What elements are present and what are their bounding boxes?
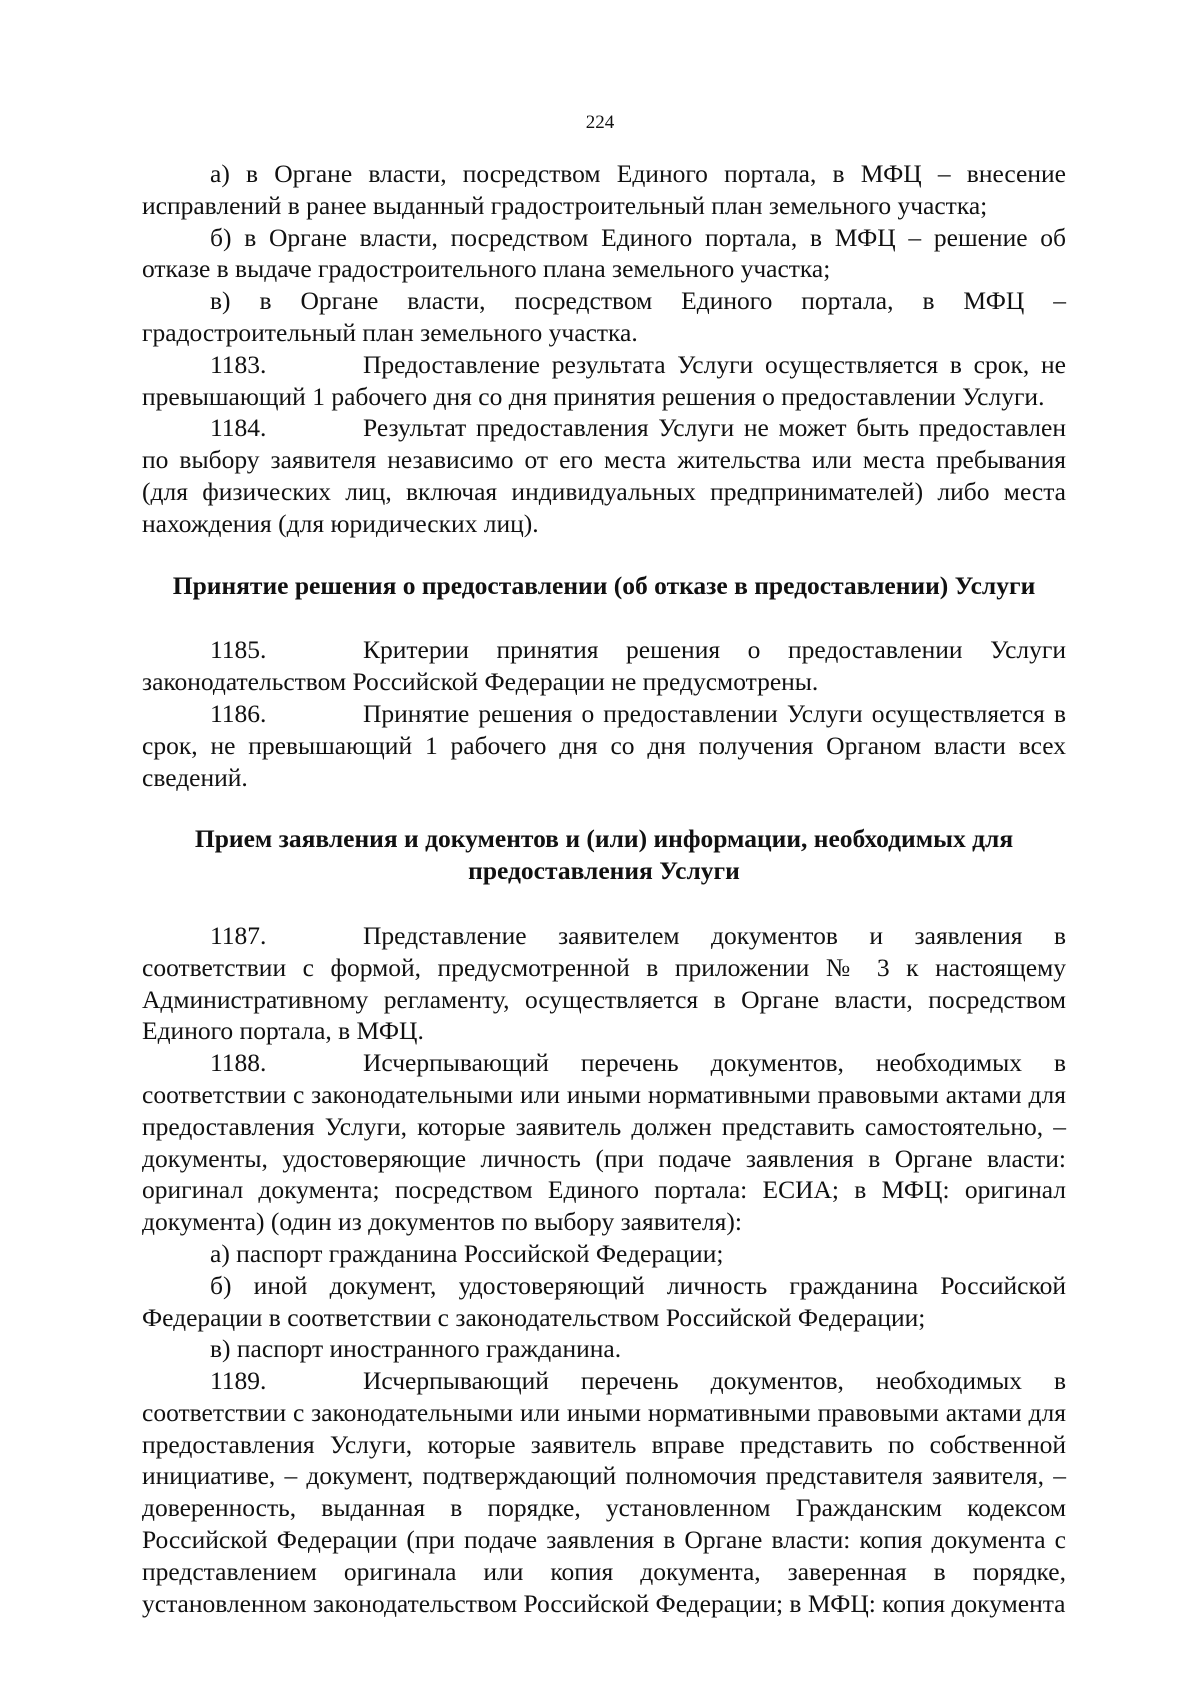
clause-1186: [142, 698, 1066, 793]
list-item-a: а) паспорт гражданина Российской Федерации;: [210, 1238, 724, 1268]
clause-text: Результат предоставления Услуги не может быть предоставлен по выбору заявителя независимо от его места жительства или места пребывания (для физических лиц, включая индивидуальных предпринимателей) либо места нахождения (для юридических лиц).: [142, 413, 1066, 538]
paragraph-v: в) в Органе власти, посредством Единого портала, в МФЦ – градостроительный план земельного участка.: [142, 286, 1066, 347]
document-body: [142, 158, 1066, 1619]
clause-1185: [142, 634, 1066, 698]
page-number: 224: [585, 112, 615, 133]
clause-number: 1187.: [210, 920, 267, 950]
list-item-b: б) иной документ, удостоверяющий личность гражданина Российской Федерации в соответствии с законодательством Российской Федерации;: [142, 1270, 1066, 1332]
clause-text: Исчерпывающий перечень документов, необходимых в соответствии с законодательными или иными нормативными правовыми актами для предоставления Услуги, которые заявитель должен представить самостоятельно, – документы, удостоверяющие личность (при подаче заявления в Органе власти: оригинал документа; посредством Единого портала: ЕСИА; в МФЦ: оригинал документа) (один из документов по выбору заявителя):: [142, 1048, 1066, 1237]
clause-text: Представление заявителем документов и заявления в соответствии с формой, предусмотренной в приложении № 3 к настоящему Административному регламенту, осуществляется в Органе власти, посредством Единого портала, в МФЦ.: [142, 920, 1066, 1046]
section-heading-decision: Принятие решения о предоставлении (об отказе в предоставлении) Услуги: [172, 570, 1036, 600]
clause-text: Исчерпывающий перечень документов, необходимых в соответствии с законодательными или иными нормативными правовыми актами для предоставления Услуги, которые заявитель вправе представить по собственной инициативе, – документ, подтверждающий полномочия представителя заявителя, – доверенность, выданная в порядке, установленном Гражданским кодексом Российской Федерации (при подаче заявления в Органе власти: копия документа с представлением оригинала или копия документа, заверенная в порядке, установленном законодательством Российской Федерации; в МФЦ: копия документа: [142, 1366, 1066, 1618]
clause-1187: [142, 920, 1066, 1047]
clause-number: 1184.: [210, 413, 267, 443]
clause-1184: [142, 412, 1066, 539]
clause-number: 1189.: [210, 1366, 267, 1396]
clause-number: 1185.: [210, 635, 267, 665]
clause-number: 1186.: [210, 698, 267, 728]
clause-text: Предоставление результата Услуги осуществляется в срок, не превышающий 1 рабочего дня со дня принятия решения о предоставлении Услуги.: [142, 349, 1066, 411]
paragraph-a: а) в Органе власти, посредством Единого портала, в МФЦ – внесение исправлений в ранее выданный градостроительный план земельного участка;: [142, 159, 1066, 220]
list-item-v: в) паспорт иностранного гражданина.: [210, 1334, 622, 1364]
clause-1189: [142, 1365, 1066, 1619]
clause-number: 1183.: [210, 349, 267, 379]
paragraph-b: б) в Органе власти, посредством Единого портала, в МФЦ – решение об отказе в выдаче градостроительного плана земельного участка;: [142, 222, 1066, 284]
clause-number: 1188.: [210, 1048, 267, 1078]
clause-text: Критерии принятия решения о предоставлении Услуги законодательством Российской Федерации не предусмотрены.: [142, 635, 1066, 697]
clause-1188: [142, 1047, 1066, 1238]
clause-text: Принятие решения о предоставлении Услуги осуществляется в срок, не превышающий 1 рабочего дня со дня получения Органом власти всех сведений.: [142, 698, 1066, 792]
clause-1183: [142, 349, 1066, 413]
section-heading-reception: Прием заявления и документов и (или) информации, необходимых для предоставления Услуги: [194, 824, 1014, 886]
